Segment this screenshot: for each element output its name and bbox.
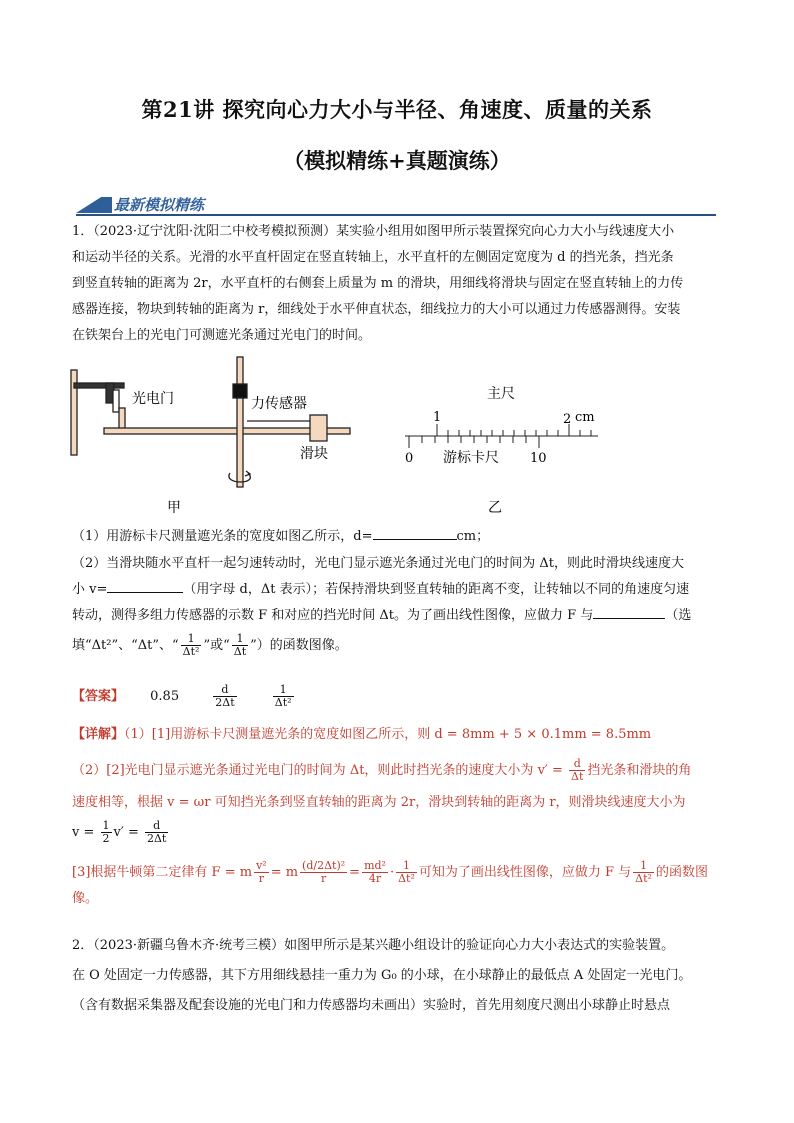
q2-line: 2．（2023·新疆乌鲁木齐·统考三模）如图甲所示是某兴趣小组设计的验证向心力大小表达式的实验装置。 bbox=[72, 938, 675, 953]
detail-text: 可知为了画出线性图像，应做力 F 与 bbox=[418, 865, 632, 880]
sub2-text: （用字母 d，Δt 表示）；若保持滑块到竖直转轴的距离不变，让转轴以不同的角速度匀速 bbox=[183, 582, 690, 597]
sub2-text: （选 bbox=[665, 608, 692, 623]
detail-line bbox=[72, 758, 722, 784]
fraction bbox=[396, 860, 417, 885]
sub2-text: ”）的函数图像。 bbox=[250, 638, 348, 653]
section-header bbox=[76, 194, 716, 216]
fraction bbox=[232, 633, 248, 658]
fraction-den: 2 bbox=[102, 832, 110, 845]
vernier-diagram bbox=[405, 424, 598, 448]
detail-text: = bbox=[349, 865, 361, 880]
sub2-line bbox=[72, 603, 722, 629]
fraction bbox=[300, 860, 347, 885]
fraction-num: v² bbox=[256, 859, 267, 872]
force-sensor bbox=[233, 384, 247, 398]
fraction-den: Δt bbox=[233, 645, 247, 658]
detail-text: [3]根据牛顿第二定律有 F = m bbox=[72, 865, 253, 880]
fraction-den: r bbox=[320, 872, 327, 885]
detail-text: · bbox=[389, 865, 395, 880]
question-2-stem bbox=[72, 933, 722, 1019]
vernier-tick-0: 0 bbox=[405, 451, 414, 466]
sub2-line: （2）当滑块随水平直杆一起匀速转动时，光电门显示遮光条通过光电门的时间为 Δt，则此时滑块线速度大 bbox=[72, 556, 685, 571]
fraction-num: d bbox=[569, 758, 585, 771]
fraction-den: Δt² bbox=[182, 645, 200, 658]
detail-text: 的函数图像。 bbox=[72, 865, 708, 906]
sub2-line bbox=[72, 577, 722, 603]
fraction-num: 1 bbox=[181, 633, 202, 646]
sub1-text: （1）用游标卡尺测量遮光条的宽度如图乙所示，d= bbox=[72, 529, 373, 544]
q2-line: 在 O 处固定一力传感器，其下方用细线悬挂一重力为 G₀ 的小球，在小球静止的最低点 A 处固定一光电门。 bbox=[72, 968, 692, 983]
caption-b: 乙 bbox=[488, 500, 502, 516]
answer-blank-1[interactable] bbox=[373, 525, 457, 540]
page-subtitle: （模拟精练+真题演练） bbox=[283, 148, 511, 173]
experiment-figure bbox=[60, 345, 620, 520]
fraction bbox=[569, 758, 585, 783]
sensor-label: 力传感器 bbox=[251, 396, 307, 412]
main-tick-2: 2 bbox=[563, 412, 572, 427]
detail-label: 【详解】 bbox=[72, 727, 125, 742]
fraction-num: d bbox=[145, 820, 168, 833]
detail-line: 速度相等，根据 v = ωr 可知挡光条到竖直转轴的距离为 2r，滑块到转轴的距离为 r，则滑块线速度大小为 bbox=[72, 795, 686, 810]
fraction bbox=[181, 633, 202, 658]
q1-line: 感器连接，物块到转轴的距离为 r，细线处于水平伸直状态，细线拉力的大小可以通过力传感器测得。安装 bbox=[72, 302, 681, 317]
fraction-num: 1 bbox=[633, 860, 654, 873]
fraction-num: md² bbox=[364, 859, 386, 872]
detail-text: = m bbox=[270, 865, 299, 880]
q1-line: 在铁架台上的光电门可测遮光条通过光电门的时间。 bbox=[72, 328, 372, 343]
main-scale-label: 主尺 bbox=[487, 386, 515, 402]
fraction bbox=[362, 860, 388, 885]
detail-text: （1）[1]用游标卡尺测量遮光条的宽度如图乙所示，则 d = 8mm + 5 × 0.1mm = 8.5mm bbox=[124, 727, 652, 742]
sub2-text: 转动，测得多组力传感器的示数 F 和对应的挡光时间 Δt。为了画出线性图像，应做力 F 与 bbox=[72, 608, 594, 623]
detail-line bbox=[72, 722, 722, 748]
fraction-num: (d/2Δt)² bbox=[302, 859, 346, 872]
sub2-text: 填“Δt²”、“Δt”、“ bbox=[72, 638, 179, 653]
detail-line bbox=[72, 860, 722, 912]
detail-text: v = bbox=[72, 825, 99, 840]
section-label: 最新模拟精练 bbox=[114, 196, 205, 214]
fraction-den: Δt² bbox=[635, 872, 652, 885]
fraction-den: Δt² bbox=[274, 696, 292, 709]
q1-line: 1．（2023·辽宁沈阳·沈阳二中校考模拟预测）某实验小组用如图甲所示装置探究向心力大小与线速度大小 bbox=[72, 224, 675, 239]
sub2-line bbox=[72, 633, 722, 659]
vernier-label: 游标卡尺 bbox=[443, 450, 499, 466]
fraction-num: 1 bbox=[232, 633, 248, 646]
apparatus-diagram bbox=[71, 357, 350, 487]
fraction-den: r bbox=[258, 872, 264, 885]
detail-line bbox=[72, 820, 722, 846]
answer-value-3 bbox=[273, 684, 294, 709]
stand-arm bbox=[74, 383, 124, 388]
q2-line: （含有数据采集器及配套设施的光电门和力传感器均未画出）实验时，首先用刻度尺测出小球静止时悬点 bbox=[72, 998, 671, 1013]
fraction-den: Δt² bbox=[398, 872, 415, 885]
fraction bbox=[101, 820, 112, 845]
fraction-den: Δt bbox=[571, 770, 584, 783]
q1-line: 和运动半径的关系。光滑的水平直杆固定在竖直转轴上，水平直杆的左侧固定宽度为 d 的挡光条，挡光条 bbox=[72, 250, 674, 265]
answer-label: 【答案】 bbox=[72, 689, 125, 704]
fraction bbox=[633, 860, 654, 885]
photogate-jaw bbox=[113, 390, 119, 412]
sub1-unit: cm； bbox=[456, 529, 490, 544]
page-title: 第21讲 探究向心力大小与半径、角速度、质量的关系 bbox=[141, 97, 653, 122]
photogate-label: 光电门 bbox=[132, 391, 174, 407]
main-tick-1: 1 bbox=[433, 410, 442, 425]
vernier-tick-10: 10 bbox=[530, 451, 547, 466]
answer-blank-3[interactable] bbox=[593, 604, 665, 619]
sub2-text: ”或“ bbox=[203, 638, 230, 653]
fraction-num: 1 bbox=[396, 860, 417, 873]
caption-a: 甲 bbox=[167, 500, 181, 516]
detail-block bbox=[72, 722, 722, 912]
fraction-num: 1 bbox=[273, 684, 294, 697]
question-1-stem bbox=[72, 219, 722, 349]
sub-question-2 bbox=[72, 551, 722, 659]
sub2-text: 小 v= bbox=[72, 582, 108, 597]
answer-value-1: 0.85 bbox=[150, 689, 180, 704]
fraction-den: 2Δt bbox=[215, 696, 235, 709]
light-shield bbox=[119, 408, 125, 430]
answer-blank-2[interactable] bbox=[107, 578, 183, 593]
vertical-shaft bbox=[237, 357, 243, 487]
fraction-den: 2Δt bbox=[146, 832, 167, 845]
detail-text: 挡光条和滑块的角 bbox=[587, 763, 692, 778]
fraction bbox=[254, 860, 269, 885]
fraction bbox=[145, 820, 168, 845]
fraction-num: d bbox=[213, 684, 236, 697]
fraction-num: 1 bbox=[102, 819, 110, 832]
unit-label: cm bbox=[575, 410, 595, 425]
slider-label: 滑块 bbox=[300, 446, 328, 462]
detail-text: v′ = bbox=[113, 825, 143, 840]
answer-line bbox=[72, 684, 722, 710]
slider-block bbox=[310, 415, 327, 441]
q1-line: 到竖直转轴的距离为 2r，水平直杆的右侧套上质量为 m 的滑块，用细线将滑块与固定在竖直转轴上的力传 bbox=[72, 276, 684, 291]
answer-value-2 bbox=[213, 684, 236, 709]
fraction-den: 4r bbox=[368, 872, 382, 885]
sub-question-1 bbox=[72, 524, 722, 550]
detail-text: （2）[2]光电门显示遮光条通过光电门的时间为 Δt，则此时挡光条的速度大小为 v′ = bbox=[72, 763, 568, 778]
